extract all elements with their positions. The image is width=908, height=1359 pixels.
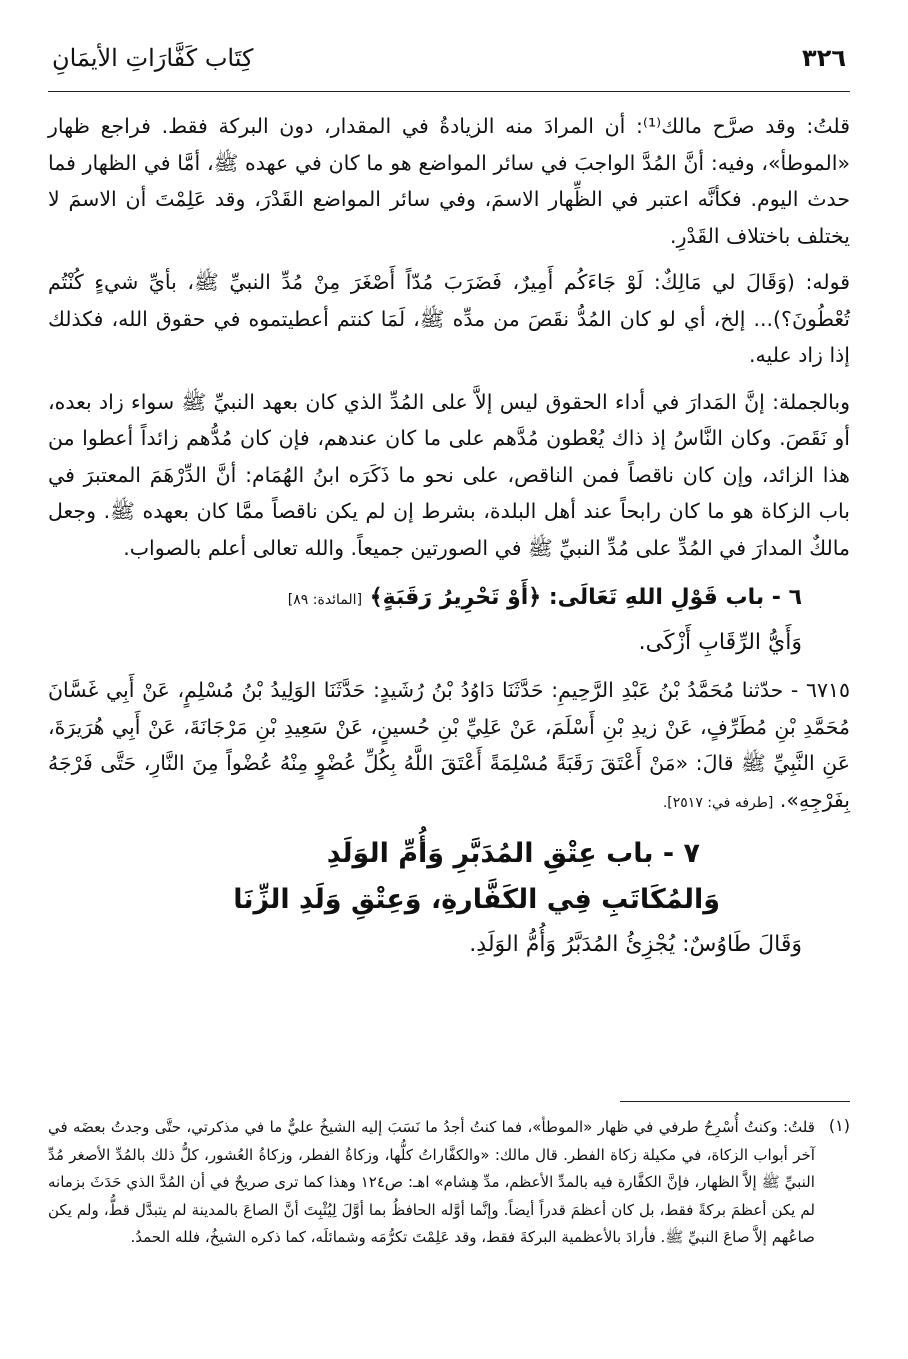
chapter-7-title-line-1: ٧ - باب عِتْقِ المُدَبَّرِ وَأُمِّ الوَلَدِ [326,838,700,869]
chapter-7-title-line-2: وَالمُكَاتَبِ فِي الكَفَّارةِ، وَعِتْقِ وَلَدِ الزِّنَا [233,884,720,915]
footnote-marker: (١) [828,1116,850,1135]
quran-reference: [المائدة: ٨٩] [287,592,363,608]
footnote [48,1114,850,1252]
page-number: ٣٢٦ [802,44,846,72]
tawus-quote: وَقَالَ طَاوُسٌ: يُجْزِئُ المُدَبَّرُ وَأُمُّ الوَلَدِ. [469,932,802,957]
hadith-6715 [48,672,850,821]
book-title: كِتَاب كَفَّارَاتِ الأيمَانِ [52,44,254,72]
chapter-6-heading [48,578,850,620]
page-body [48,92,850,965]
paragraph-commentary-3: وبالجملة: إنَّ المَدارَ في أداء الحقوق ليس إلاَّ على المُدِّ الذي كان بعهد النبيِّ ﷺ سواء زاد بعده، أو نَقَصَ. وكان النَّاسُ إذ ذاك يُعْطون مُدَّهم على ما كان عندهم، فإن كان مُدُّهم زائداً أعطوا من هذا الزائد، وإن كان ناقصاً فمن الناقص، على نحو ما ذَكَرَه ابنُ الهُمَام: أنَّ الدِّرْهَمَ المعتبرَ في باب الزكاة هو ما كان رابحاً عند أهل البلدة، بشرط إن لم يكن ناقصاً ممَّا كان بعهده ﷺ. وجعل مالكٌ المدارَ في المُدِّ على مُدِّ النبيِّ ﷺ في الصورتين جميعاً. والله تعالى أعلم بالصواب. [48,389,850,560]
footnote-text: قلتُ: وكنتُ أُسْرِحُ طرفي في ظهار «الموطأ»، فما كنتُ أجدُ ما نَسَبَ إليه الشيخُ عليٌّ ما في مذكرتي، حتَّى وجدتُ بعضَه في آخر أبواب الزكاة، في مكيلة زكاة الفطر. قال مالك: «والكفَّاراتُ كلُّها، وزكاةُ الفطر، وزكاةُ العُشور، كلُّ ذلك بالمُدِّ الأصغر مُدِّ النبيِّ ﷺ إلاَّ الظهار، فإنَّ الكفَّارة فيه بالمدِّ الأعظم، مدِّ هِشام» اهـ: ص١٢٤ وهذا كما ترى صريحٌ في أن المُدَّ الذي حَدَثَ بزمانه لم يكن أعظمَ بركةً فقط، بل كان أعظمَ قدراً أيضاً. وإنَّما أوَّله الحافظُ بما أوَّلَ لِيُثْبِتَ أنَّ الصاعَ بالمدينة لم يتبدَّل قطُّ، ولم يكن صاعُهم إلاَّ صاعَ النبيِّ ﷺ. فأرادَ بالأعظمية البركةَ فقط، وقد عَلِمْتَ تكرُّمَه وشمائلَه، كما ذكره الشيخُ، فلله الحمدُ. [48,1118,815,1246]
footnote-body [48,1114,815,1252]
hadith-text: ٦٧١٥ - حدّثنا مُحَمَّدُ بْنُ عَبْدِ الرَّحِيمِ: حَدَّثَنَا دَاوُدُ بْنُ رُشَيدٍ: حَدَّثَنَا الوَلِيدُ بْنُ مُسْلِمٍ، عَنْ أَبِي غَسَّانَ مُحَمَّدِ بْنِ مُطَرِّفٍ، عَنْ زيدِ بْنِ أَسْلَمَ، عَنْ عَلِيِّ بْنِ حُسينٍ، عَنْ سَعِيدِ بْنِ مَرْجَانَةَ، عَنْ أَبِي هُرَيرَةَ، عَنِ النَّبِيِّ ﷺ قالَ: «مَنْ أَعْتَقَ رَقَبَةً مُسْلِمَةً أَعْتَقَ اللَّهُ بِكُلِّ عُضْوٍ مِنْهُ عُضْواً مِنَ النَّارِ، حَتَّى فَرْجَهُ بِفَرْجِهِ». [48,678,850,812]
footnote-divider [620,1101,850,1102]
paragraph-commentary-2: قوله: (وَقَالَ لي مَالِكٌ: لَوْ جَاءَكُم أَمِيرٌ، فَضَرَبَ مُدّاً أَصْغَرَ مِنْ مُدِّ النبيِّ ﷺ، بأيِّ شيءٍ كُنْتُم تُعْطُونَ؟)... إلخ، أي لو كان المُدُّ نقَصَ من مدِّه ﷺ، لَمَا كنتم أعطيتموه في حقوق الله، فكذلك إذا زاد عليه. [48,270,850,367]
chapter-7-heading [48,831,850,923]
chapter-6-title: ٦ - باب قَوْلِ اللهِ تَعَالَى: ﴿أَوْ تَحْرِيرُ رَقَبَةٍ﴾ [369,585,802,610]
paragraph-commentary-1: قلتُ: وقد صرَّح مالك⁽¹⁾: أن المرادَ منه الزيادةُ في المقدار، دون البركة فقط. فراجع ظهار «الموطأ»، وفيه: أنَّ المُدَّ الواجبَ في سائر المواضع هو ما كان في عهده ﷺ، أمَّا في الظهار فما حدث اليوم. فكأنَّه اعتبر في الظِّهار الاسمَ، وفي سائر المواضع القَدْرَ، وقد عَلِمْتَ أن الاسمَ لا يختلف باختلاف القَدْرِ. [48,114,850,248]
hadith-cross-reference: [طرفه في: ٢٥١٧]. [662,794,774,811]
chapter-6-subtitle: وَأَيُّ الرِّقَابِ أَزْكَى. [638,630,802,655]
running-header [48,44,850,92]
